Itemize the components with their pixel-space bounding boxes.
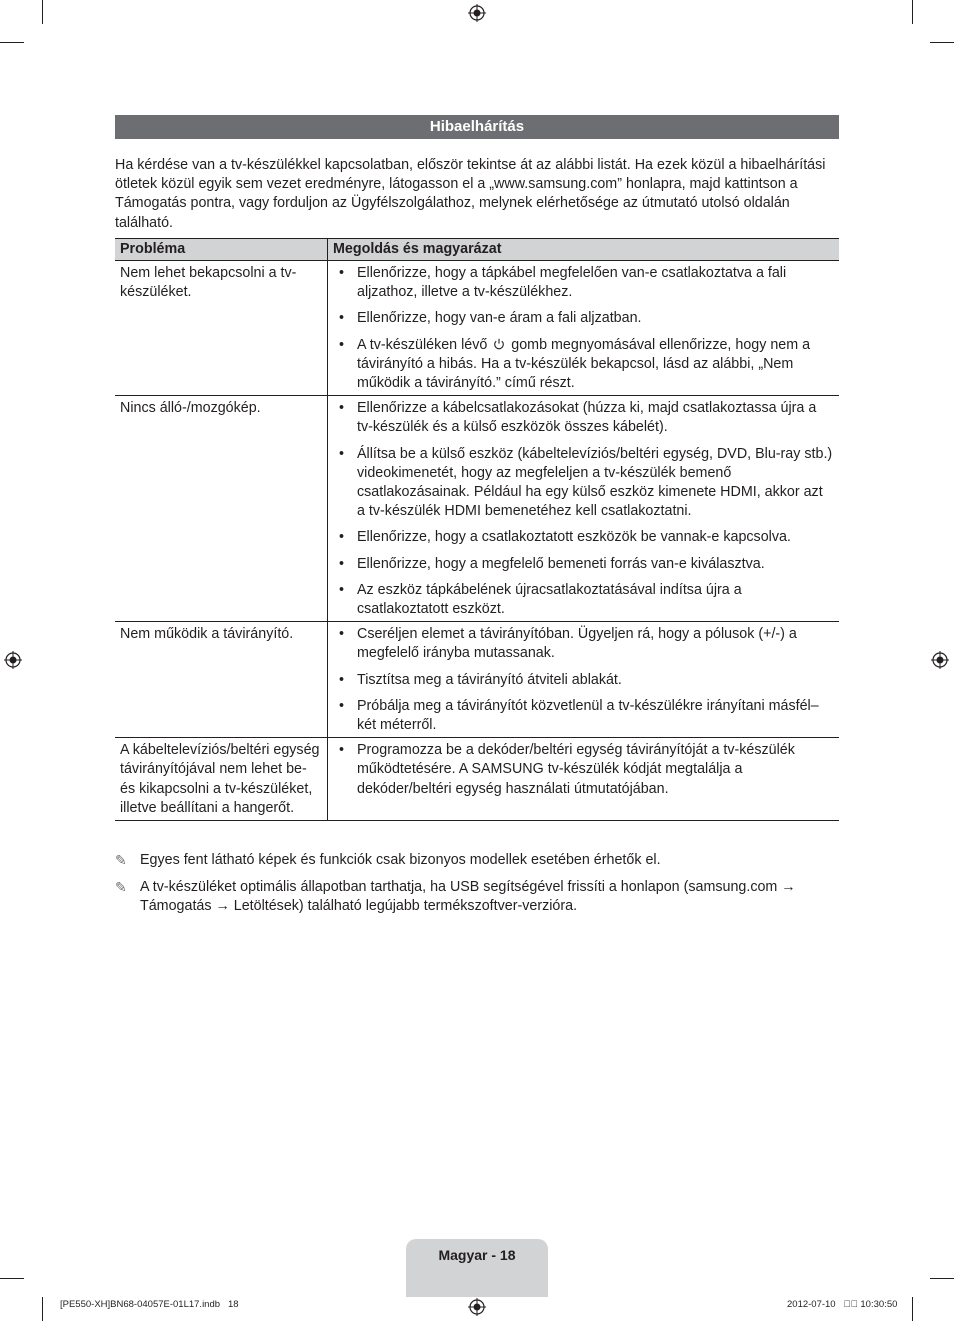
crop-mark [930,42,954,43]
pencil-note-icon: ✎ [115,852,127,868]
solution-item: • Programozza be a dekóder/beltéri egység távirányítóját a tv-készülék működtetésére. A SAMSUNG tv-készülék kódját megtalálja a dekóder/beltéri egység használati útmutatójában. [333,741,834,799]
problem-cell: Nem lehet bekapcsolni a tv-készüléket. [115,261,328,396]
note-item [115,851,839,870]
footer-file-info: [PE550-XH]BN68-04057E-01L17.indb 18 [60,1299,239,1310]
solution-cell [328,396,840,622]
note-text: Egyes fent látható képek és funkciók csak bizonyos modellek esetében érhetők el. [140,852,661,868]
troubleshooting-table [115,238,839,821]
solution-text: gomb megnyomásával ellenőrizze, hogy nem a távirányító a hibás. Ha a tv-készülék bekapcsol, lásd az alábbi, „Nem működik a távirányító.” című részt. [357,336,811,392]
registration-mark-icon [468,4,486,22]
solution-item: • Ellenőrizze a kábelcsatlakozásokat (húzza ki, majd csatlakoztassa újra a tv-készülék és a külső eszközök összes kábelét). [333,399,834,437]
solution-item: • Próbálja meg a távirányítót közvetlenül a tv-készülékre irányítani másfél–két méterről. [333,697,834,735]
notes-section [115,851,839,925]
section-title: Hibaelhárítás [115,115,839,139]
problem-cell: Nem működik a távirányító. [115,622,328,738]
solution-item [333,336,834,394]
crop-mark [42,0,43,24]
page-number-tab: Magyar - 18 [406,1239,548,1297]
problem-cell: A kábeltelevíziós/beltéri egység távirányítójával nem lehet be- és kikapcsolni a tv-készüléket, illetve beállítani a hangerőt. [115,738,328,821]
problem-cell: Nincs álló-/mozgókép. [115,396,328,622]
solution-text: A tv-készüléken lévő [357,336,492,353]
solution-cell [328,738,840,821]
note-item [115,878,839,916]
solution-list [333,264,834,393]
crop-mark [0,1278,24,1279]
solution-item: • Állítsa be a külső eszköz (kábeltelevíziós/beltéri egység, DVD, Blu-ray stb.) videokimenetét, hogy az megfeleljen a tv-készülék bemenő csatlakozásainak. Például ha egy külső eszköz kimenete HDMI, akkor azt a tv-készülék HDMI bemenetéhez kell csatlakoztatni. [333,445,834,522]
crop-mark [42,1297,43,1321]
column-header-problem: Probléma [115,239,328,261]
crop-mark [0,42,24,43]
solution-item: • Ellenőrizze, hogy a megfelelő bemeneti forrás van-e kiválasztva. [333,555,834,574]
registration-mark-icon [468,1298,486,1316]
solution-item: • Cseréljen elemet a távirányítóban. Ügyeljen rá, hogy a pólusok (+/-) a megfelelő irányba mutassanak. [333,625,834,663]
solution-item: • Ellenőrizze, hogy van-e áram a fali aljzatban. [333,309,834,328]
crop-mark [912,0,913,24]
table-header-row [115,239,839,261]
table-row [115,396,839,622]
registration-mark-icon [931,651,949,669]
solution-list [333,399,834,619]
solution-item: • Ellenőrizze, hogy a csatlakoztatott eszközök be vannak-e kapcsolva. [333,528,834,547]
registration-mark-icon [4,651,22,669]
solution-item: • Az eszköz tápkábelének újracsatlakoztatásával indítsa újra a csatlakoztatott eszközt. [333,581,834,619]
note-text: A tv-készüléket optimális állapotban tarthatja, ha USB segítségével frissíti a honlapon (samsung.com → Támogatás → Letöltések) található legújabb termékszoftver-verzióra. [140,879,796,915]
solution-cell [328,622,840,738]
solution-cell [328,261,840,396]
intro-paragraph: Ha kérdése van a tv-készülékkel kapcsolatban, először tekintse át az alábbi listát. Ha ezek közül a hibaelhárítási ötletek közül egyik sem vezet eredményre, látogasson el a „www.samsung.com” honlapra, majd kattintson a Támogatás pontra, vagy forduljon az Ügyfélszolgálathoz, melynek elérhetősége az útmutató utolsó oldalán található. [115,157,826,231]
crop-mark [930,1278,954,1279]
pencil-note-icon: ✎ [115,879,127,896]
column-header-solution: Megoldás és magyarázat [328,239,840,261]
table-row [115,738,839,821]
table-row [115,261,839,396]
footer-timestamp: 2012-07-10 ￿￿ 10:30:50 [787,1299,898,1310]
power-icon [493,338,505,350]
solution-list [333,625,834,735]
solution-item: • Ellenőrizze, hogy a tápkábel megfelelően van-e csatlakoztatva a fali aljzathoz, illetve a tv-készülékhez. [333,264,834,302]
solution-list [333,741,834,799]
table-row [115,622,839,738]
solution-item: • Tisztítsa meg a távirányító átviteli ablakát. [333,671,834,690]
crop-mark [912,1297,913,1321]
